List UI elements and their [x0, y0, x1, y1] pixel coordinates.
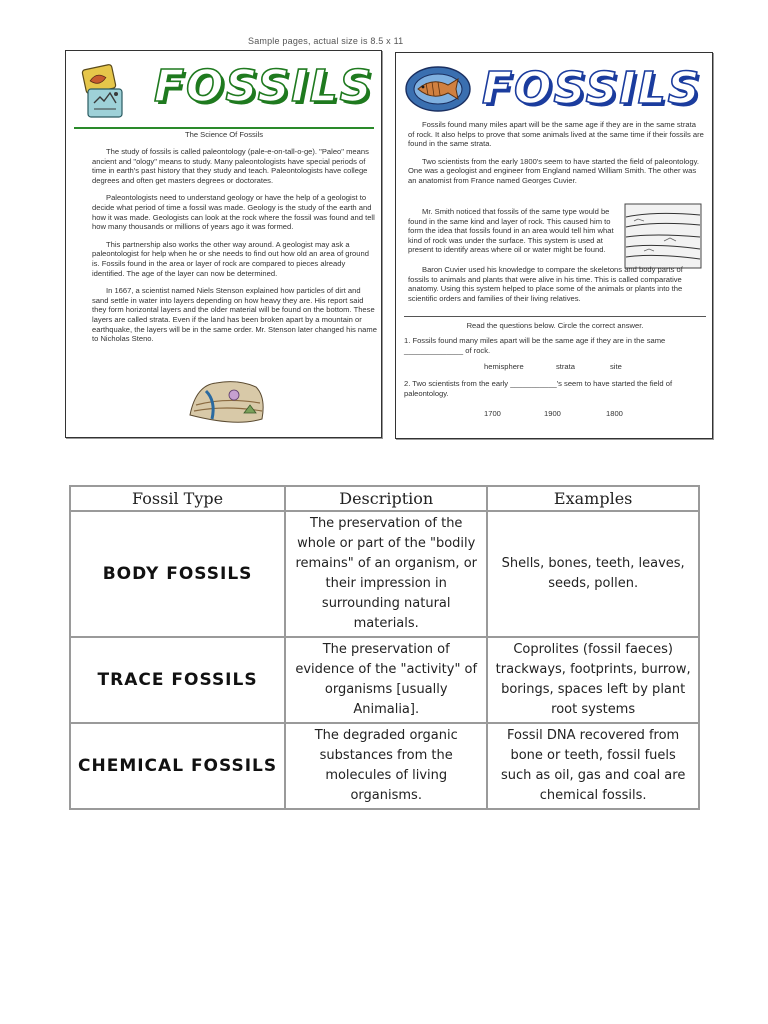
description-cell: The degraded organic substances from the molecules of living organisms.	[285, 723, 487, 809]
examples-cell: Shells, bones, teeth, leaves, seeds, pollen.	[487, 511, 699, 637]
header-examples: Examples	[487, 486, 699, 511]
left-fossils-banner: FOSSILS	[154, 61, 374, 112]
examples-cell: Coprolites (fossil faeces) trackways, footprints, burrow, borings, spaces left by plant root systems	[487, 637, 699, 723]
question-2-choice[interactable]: 1700	[484, 409, 501, 418]
examples-cell: Fossil DNA recovered from bone or teeth, fossil fuels such as oil, gas and coal are chemical fossils.	[487, 723, 699, 809]
right-questions-rule	[404, 316, 706, 317]
description-cell: The preservation of the whole or part of the "bodily remains" of an organism, or their impression in surrounding natural materials.	[285, 511, 487, 637]
header-fossil-type: Fossil Type	[70, 486, 285, 511]
question-1: 1. Fossils found many miles apart will be the same age if they are in the same ______________ of rock.	[404, 336, 666, 355]
left-title-rule	[74, 127, 374, 129]
question-1-choice[interactable]: site	[610, 362, 622, 371]
question-2-choice[interactable]: 1800	[606, 409, 623, 418]
left-paragraph: This partnership also works the other way around. A geologist may ask a paleontologist for help when he or she needs to find out how old an area of ground is. Fossils found in the area or layer of rock are compared to pieces already identified. The age of the layer can now be determined.	[92, 239, 369, 278]
left-paragraph: The study of fossils is called paleontology (pale-e-on-tall-o-ge). "Paleo" means ancient and "ology" means to study. Many paleontologists have special periods of time in earth's past history that they study and teach. Paleontologists have college degrees and often get masters degrees or doctorates.	[92, 147, 369, 185]
fish-fossil-illustration	[402, 63, 474, 115]
question-2-choice[interactable]: 1900	[544, 409, 561, 418]
fossil-type-cell: CHEMICAL FOSSILS	[70, 723, 285, 809]
header-description: Description	[285, 486, 487, 511]
left-paragraph: In 1667, a scientist named Niels Stenson explained how particles of dirt and sand settle in water into layers depending on how heavy they are. His report said they form horizontal layers and the older material will be found on the bottom. These layers are called strata. Even if the land has been broken apart by a mountain or earthquake, the layers will be in the same order. Mr. Stenson later changed his name to Nicholas Steno.	[92, 286, 377, 344]
question-1-choice[interactable]: strata	[556, 362, 575, 371]
right-body-text-top	[408, 120, 704, 194]
left-subtitle: The Science Of Fossils	[184, 130, 264, 139]
right-paragraph: Baron Cuvier used his knowledge to compare the skeletons and body parts of fossils to animals and plants that were alive in his time. This is called comparative anatomy. Using this system helped to place some of the animals or plants into the scientific orders and families of their living relatives.	[408, 265, 683, 303]
question-2: 2. Two scientists from the early ___________'s seem to have started the field of paleontology.	[404, 379, 673, 398]
table-header-row	[70, 486, 699, 511]
right-body-text-smith	[408, 207, 618, 263]
right-paragraph: Two scientists from the early 1800's seem to have started the field of paleontology. One was a geologist and engineer from England named William Smith. The other was an anatomist from France named Georges Cuvier.	[408, 156, 699, 185]
table-row	[70, 511, 699, 637]
right-fossils-banner: FOSSILS	[482, 63, 702, 114]
left-worksheet-page	[65, 50, 382, 438]
right-paragraph: Mr. Smith noticed that fossils of the same type would be found in the same kind and layer of rock. This caused him to form the idea that fossils found in an area would tell him what kind of rock was under the surface. This system is used at present to identify areas where oil or water might be found.	[408, 207, 614, 255]
question-1-choice[interactable]: hemisphere	[484, 362, 524, 371]
fossil-types-table	[69, 485, 700, 810]
left-paragraph: Paleontologists need to understand geology or have the help of a geologist to decide what period of time a fossil was made. Geology is the study of the earth and how it was made. Geologists can look at the rock where the fossil was found and tell how many thousands or millions of years ago it was formed.	[92, 193, 375, 232]
left-body-text	[92, 147, 378, 352]
table-row	[70, 723, 699, 809]
fossil-type-cell: BODY FOSSILS	[70, 511, 285, 637]
cliff-strata-illustration	[624, 203, 702, 269]
description-cell: The preservation of evidence of the "activity" of organisms [usually Animalia].	[285, 637, 487, 723]
right-paragraph: Fossils found many miles apart will be the same age if they are in the same strata of rock. It also helps to prove that some animals lived at the same time if their fossils are found in the same strata.	[408, 120, 704, 149]
table-row	[70, 637, 699, 723]
rock-strata-illustration	[186, 375, 268, 429]
fossil-type-cell: TRACE FOSSILS	[70, 637, 285, 723]
fossil-book-illustration	[80, 63, 130, 123]
page-caption: Sample pages, actual size is 8.5 x 11	[248, 36, 404, 46]
right-worksheet-page	[395, 52, 713, 439]
right-body-text-cuvier	[408, 265, 704, 311]
questions-instructions: Read the questions below. Circle the correct answer.	[466, 321, 644, 330]
